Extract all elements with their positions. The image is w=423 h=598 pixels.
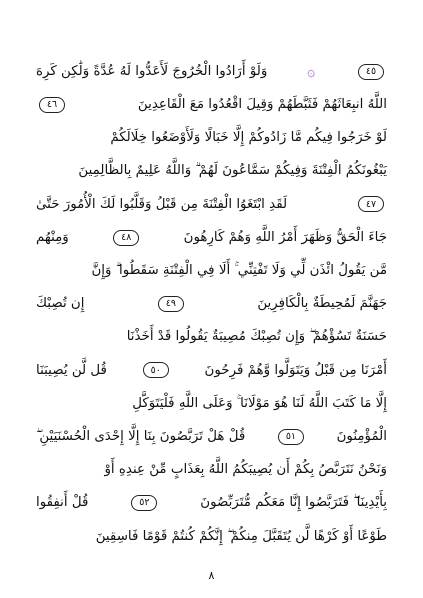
verse-line <box>36 387 387 420</box>
verse-text: الْمُؤْمِنُونَ <box>336 428 387 444</box>
verse-text: لَقَدِ ابْتَغَوُا الْفِتْنَةَ مِن قَبْلُ وَقَلَّبُوا لَكَ الْأُمُورَ حَتَّىٰ <box>36 196 288 212</box>
verse-text: جَهَنَّمَ لَمُحِيطَةٌ بِالْكَافِرِينَ <box>257 296 387 312</box>
verse-text: حَسَنَةٌ تَسُؤْهُمْ ۖ وَإِن تُصِبْكَ مُصِيبَةٌ يَقُولُوا قَدْ أَخَذْنَا <box>126 329 387 345</box>
verse-line <box>36 287 387 320</box>
verse-text: قُلْ هَلْ تَرَبَّصُونَ بِنَا إِلَّا إِحْدَى الْحُسْنَيَيْنِ ۖ <box>36 428 246 444</box>
ayah-number-marker: ٤٧ <box>358 196 384 212</box>
verse-text: طَوْعًا أَوْ كَرْهًا لَّن يُتَقَبَّلَ مِنكُمْ ۖ إِنَّكُمْ كُنتُمْ قَوْمًا فَاسِقِينَ <box>95 528 387 544</box>
verse-text: يَبْغُونَكُمُ الْفِتْنَةَ وَفِيكُمْ سَمَّاعُونَ لَهُمْ ۗ وَاللَّهُ عَلِيمٌ بِالظَّالِمِينَ <box>78 163 387 179</box>
verse-line <box>36 254 387 287</box>
ayah-number-marker: ٤٩ <box>158 296 184 312</box>
verse-text: اللَّهُ انبِعَاثَهُمْ فَثَبَّطَهُمْ وَقِيلَ اقْعُدُوا مَعَ الْقَاعِدِينَ <box>137 97 387 113</box>
verse-line <box>36 520 387 553</box>
verse-line <box>36 55 387 88</box>
verse-text: جَاءَ الْحَقُّ وَظَهَرَ أَمْرُ اللَّهِ وَهُمْ كَارِهُونَ <box>183 229 387 245</box>
verse-text: لَوْ خَرَجُوا فِيكُم مَّا زَادُوكُمْ إِلَّا خَبَالًا وَلَأَوْضَعُوا خِلَالَكُمْ <box>110 130 387 146</box>
verse-lines <box>36 55 387 553</box>
verse-line <box>36 420 387 453</box>
verse-line <box>36 88 387 121</box>
ayah-number-marker: ٥٢ <box>131 495 157 511</box>
verse-line <box>36 354 387 387</box>
verse-text: مَّن يَقُولُ ائْذَن لِّي وَلَا تَفْتِنِّي ۚ أَلَا فِي الْفِتْنَةِ سَقَطُوا ۗ وَإِنَّ <box>91 263 387 279</box>
ayah-number-marker: ٤٥ <box>358 64 384 80</box>
verse-text: قُلْ أَنفِقُوا <box>36 495 89 511</box>
verse-line <box>36 188 387 221</box>
verse-line <box>36 453 387 486</box>
verse-text: وَمِنْهُم <box>36 229 69 245</box>
verse-line <box>36 321 387 354</box>
verse-line <box>36 486 387 519</box>
ayah-number-marker: ٥٠ <box>143 362 169 378</box>
verse-text: وَنَحْنُ نَتَرَبَّصُ بِكُمْ أَن يُصِيبَكُمُ اللَّهُ بِعَذَابٍ مِّنْ عِندِهِ أَوْ <box>104 462 387 478</box>
verse-line <box>36 121 387 154</box>
ayah-number-marker: ٤٨ <box>113 230 139 246</box>
verse-line <box>36 155 387 188</box>
verse-text: إِلَّا مَا كَتَبَ اللَّهُ لَنَا هُوَ مَوْلَانَا ۚ وَعَلَى اللَّهِ فَلْيَتَوَكَّلِ <box>132 395 387 411</box>
hizb-marker-icon: ۞ <box>307 63 316 80</box>
ayah-number-marker: ٥١ <box>278 429 304 445</box>
verse-text: قُل لَّن يُصِيبَنَا <box>36 362 107 378</box>
verse-text: أَمْرَنَا مِن قَبْلُ وَيَتَوَلَّوا وَّهُمْ فَرِحُونَ <box>204 362 387 378</box>
ayah-number-marker: ٤٦ <box>39 97 65 113</box>
verse-text: إِن تُصِبْكَ <box>36 296 85 312</box>
page-number: ٨ <box>208 569 215 582</box>
verse-text: بِأَيْدِينَا ۖ فَتَرَبَّصُوا إِنَّا مَعَكُم مُّتَرَبِّصُونَ <box>200 495 387 511</box>
verse-text: وَلَوْ أَرَادُوا الْخُرُوجَ لَأَعَدُّوا لَهُ عُدَّةً وَلَٰكِن كَرِهَ <box>36 63 268 79</box>
verse-line <box>36 221 387 254</box>
